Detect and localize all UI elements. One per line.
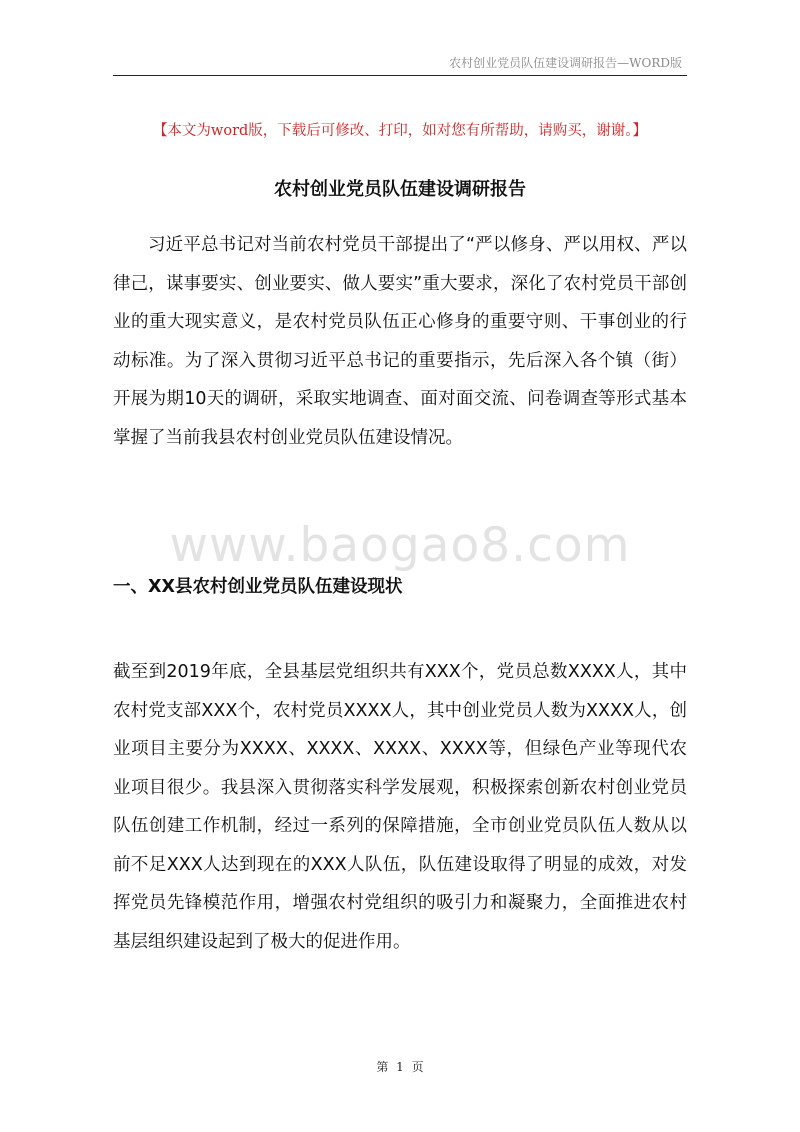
status-paragraph: 截至到2019年底，全县基层党组织共有XXX个，党员总数XXXX人，其中农村党支部XXX个，农村党员XXXX人，其中创业党员人数为XXXX人，创业项目主要分为XXXX、XXXX、XXXX、XXXX等，但绿色产业等现代农业项目很少。我县深入贯彻落实科学发展观，积极探索创新农村创业党员队伍创建工作机制，经过一系列的保障措施，全市创业党员队伍人数从以前不足XXX人达到现在的XXX人队伍，队伍建设取得了明显的成效，对发挥党员先锋模范作用，增强农村党组织的吸引力和凝聚力，全面推进农村基层组织建设起到了极大的促进作用。 [113, 662, 687, 952]
page-number: 第 1 页 [376, 1060, 424, 1074]
running-header: 农村创业党员队伍建设调研报告—WORD版 [449, 56, 682, 70]
document-title: 农村创业党员队伍建设调研报告 [274, 179, 526, 200]
header-rule [113, 75, 687, 76]
intro-paragraph: 习近平总书记对当前农村党员干部提出了“严以修身、严以用权、严以律己，谋事要实、创业要实、做人要实”重大要求，深化了农村党员干部创业的重大现实意义，是农村党员队伍正心修身的重要守则、干事创业的行动标准。为了深入贯彻习近平总书记的重要指示，先后深入各个镇（街）开展为期10天的调研，采取实地调查、面对面交流、问卷调查等形式基本掌握了当前我县农村创业党员队伍建设情况。 [113, 235, 687, 448]
watermark: www.baogao8.com [169, 518, 631, 573]
section-heading: 一、XX县农村创业党员队伍建设现状 [113, 577, 403, 597]
purchase-notice: 【本文为word版，下载后可修改、打印，如对您有所帮助，请购买，谢谢。】 [152, 123, 648, 139]
